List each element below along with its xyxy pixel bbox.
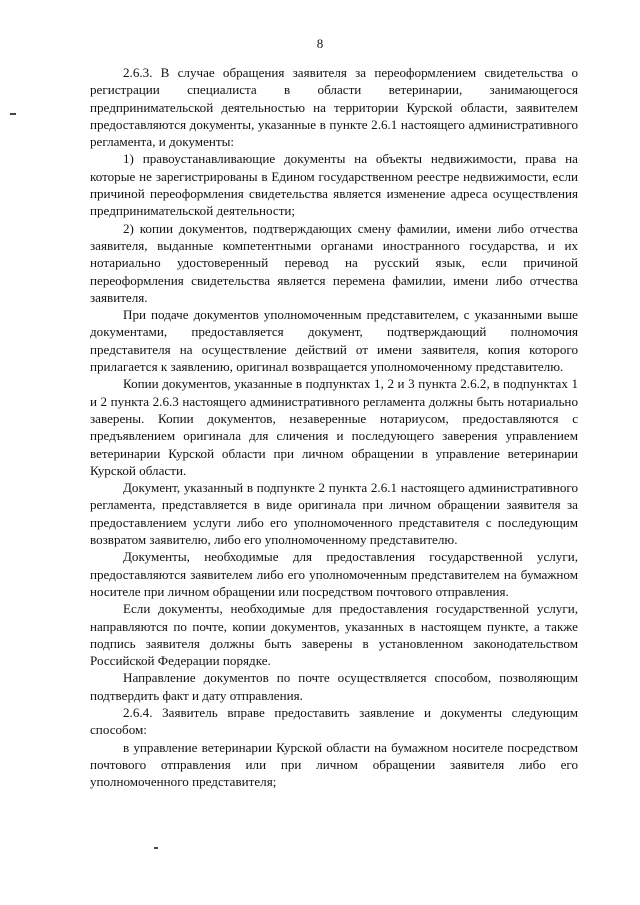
paragraph-item-1: 1) правоустанавливающие документы на объекты недвижимости, права на которые не зарегистрированы в Едином государственном реестре недвижимости, если причиной переоформления свидетельства является изменение адреса осуществления предпринимательской деятельности;	[90, 151, 578, 219]
margin-mark	[154, 847, 158, 849]
paragraph-2-6-4: 2.6.4. Заявитель вправе предоставить заявление и документы следующим способом:	[90, 704, 578, 738]
paragraph-paper-submission: в управление ветеринарии Курской области на бумажном носителе посредством почтового отправления или при личном обращении заявителя либо его уполномоченного представителя;	[90, 739, 578, 790]
paragraph-representative: При подаче документов уполномоченным представителем, с указанными выше документами, предоставляется документ, подтверждающий полномочия представителя на осуществление действий от имени заявителя, копия которого прилагается к заявлению, оригинал возвращается уполномоченному представителю.	[90, 307, 578, 375]
paragraph-original-document: Документ, указанный в подпункте 2 пункта 2.6.1 настоящего административного регламента, представляется в виде оригинала при личном обращении заявителя за предоставлением услуги либо его уполномоченного представителя с последующим возвратом заявителю, либо его уполномоченному представителю.	[90, 480, 578, 548]
margin-mark	[10, 113, 16, 115]
paragraph-item-2: 2) копии документов, подтверждающих смену фамилии, имени либо отчества заявителя, выданные компетентными органами иностранного государства, и их нотариально удостоверенный перевод на русский язык, если причиной переоформления свидетельства является перемена фамилии, имени либо отчества заявителя.	[90, 220, 578, 305]
paragraph-submission-methods: Документы, необходимые для предоставления государственной услуги, предоставляются заявителем либо его уполномоченным представителем на бумажном носителе при личном обращении или посредством почтового отправления.	[90, 549, 578, 599]
paragraph-postal-confirmation: Направление документов по почте осуществляется способом, позволяющим подтвердить факт и дату отправления.	[90, 670, 578, 703]
paragraph-postal-certification: Если документы, необходимые для предоставления государственной услуги, направляются по почте, копии документов, указанных в настоящем пункте, а также подпись заявителя должны быть заверены в установленном законодательством Российской Федерации порядке.	[90, 601, 578, 669]
document-body	[90, 64, 578, 790]
paragraph-2-6-3: 2.6.3. В случае обращения заявителя за переоформлением свидетельства о регистрации специалиста в области ветеринарии, занимающегося предпринимательской деятельностью на территории Курской области, заявителем предоставляются документы, указанные в пункте 2.6.1 настоящего административного регламента, и документы:	[90, 65, 578, 150]
paragraph-notarized-copies: Копии документов, указанные в подпунктах 1, 2 и 3 пункта 2.6.2, в подпунктах 1 и 2 пункта 2.6.3 настоящего административного регламента должны быть нотариально заверены. Копии документов, незаверенные нотариусом, предоставляются с предъявлением оригинала для сличения и последующего заверения управлением ветеринарии Курской области при личном обращении в управление ветеринарии Курской области.	[90, 376, 578, 478]
page-number: 8	[316, 36, 324, 51]
